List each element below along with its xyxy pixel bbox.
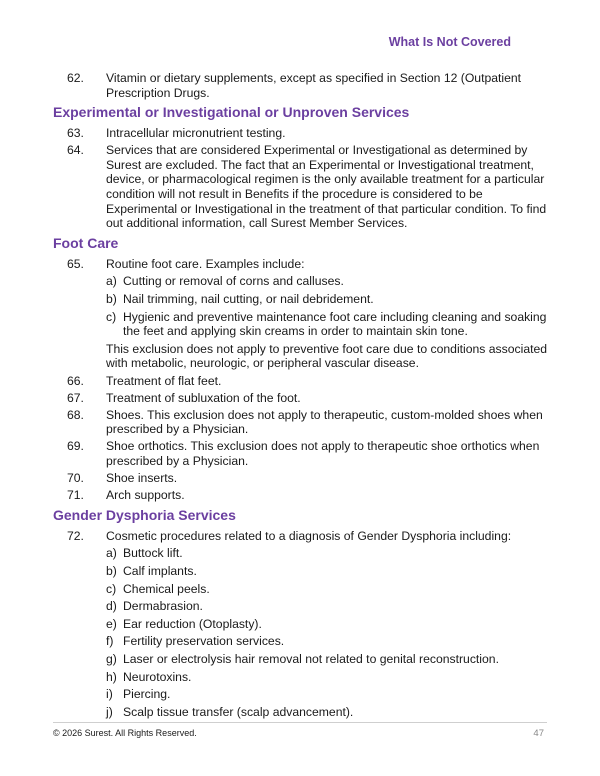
sub-item-letter: g) [106,651,117,666]
sub-list-item [106,599,548,614]
sub-item-letter: c) [106,581,117,596]
item-number: 66. [67,373,84,388]
item-number: 63. [67,126,84,141]
item-number: 70. [67,471,84,486]
list-item [53,439,548,468]
list-item [53,374,548,389]
list-item [53,471,548,486]
item-text: Treatment of subluxation of the foot. [106,390,301,405]
item-number: 62. [67,71,84,85]
list-item [53,71,548,100]
item-text: Routine foot care. Examples include: [106,256,305,271]
sub-item-letter: h) [106,669,117,684]
sub-item-text: Ear reduction (Otoplasty). [123,616,262,631]
item-number: 72. [67,528,84,543]
list-item [53,143,548,231]
sub-item-letter: d) [106,599,117,614]
sub-item-text: Dermabrasion. [123,599,203,614]
sub-item-letter: c) [106,309,117,324]
item-text: Treatment of flat feet. [106,373,222,388]
item-note: This exclusion does not apply to preventive foot care due to conditions associated with metabolic, neurologic, or peripheral vascular disease. [106,341,548,371]
item-text: Intracellular micronutrient testing. [106,126,286,141]
running-header: What Is Not Covered [388,35,511,49]
list-item [53,488,548,503]
sub-item-text: Calf implants. [123,563,197,578]
item-text: Cosmetic procedures related to a diagnosis of Gender Dysphoria including: [106,528,512,543]
sub-item-letter: b) [106,563,117,578]
sub-item-text: Piercing. [123,687,171,702]
list-item [53,408,548,437]
sub-list-item [106,582,548,597]
document-body [53,71,548,722]
sub-item-letter: a) [106,546,117,561]
list-item [53,391,548,406]
sub-list-item [106,687,548,702]
sub-list-item [106,617,548,632]
sub-item-letter: i) [106,687,113,702]
sub-item-text: Neurotoxins. [123,669,192,684]
item-number: 68. [67,407,84,422]
sub-item-text: Cutting or removal of corns and calluses. [123,274,344,289]
sub-item-letter: b) [106,292,117,307]
sub-item-text: Hygienic and preventive maintenance foot care including cleaning and soaking the feet and applying skin creams in order to maintain skin tone. [123,309,547,339]
item-text: Arch supports. [106,488,185,503]
sub-item-text: Buttock lift. [123,546,183,561]
sub-list-item [106,310,548,339]
sub-item-letter: e) [106,616,117,631]
sub-list-item [106,634,548,649]
list-item [53,126,548,141]
item-text: Shoe inserts. [106,471,178,486]
sub-item-text: Scalp tissue transfer (scalp advancement). [123,704,354,719]
item-number: 69. [67,439,84,454]
sub-list-item [106,670,548,685]
sub-list-item [106,564,548,579]
sub-item-text: Nail trimming, nail cutting, or nail debridement. [123,292,374,307]
page-number: 47 [533,728,544,739]
item-text: Shoes. This exclusion does not apply to therapeutic, custom-molded shoes when prescribed by a Physician. [106,407,543,437]
sub-item-text: Fertility preservation services. [123,634,285,649]
section-heading: Gender Dysphoria Services [53,506,236,523]
list-item [53,529,548,720]
item-text: Services that are considered Experimental or Investigational as determined by Surest are excluded. The fact that an Experimental or Investigational treatment, device, or pharmacological regimen is the only available treatment for a particular condition will not result in Benefits if the procedure is considered to be Experimental or Investigational in the treatment of that particular condition. To find out additional information, call Surest Member Services. [106,143,547,231]
sub-item-letter: f) [106,634,114,649]
sub-item-text: Chemical peels. [123,581,210,596]
item-number: 65. [67,256,84,271]
list-item [53,257,548,371]
section-heading: Experimental or Investigational or Unproven Services [53,104,410,121]
item-number: 67. [67,390,84,405]
sub-item-text: Laser or electrolysis hair removal not related to genital reconstruction. [123,651,499,666]
item-number: 64. [67,143,84,158]
sub-list-item [106,292,548,307]
sub-list-item [106,546,548,561]
sub-item-letter: a) [106,274,117,289]
sub-item-letter: j) [106,704,113,719]
copyright-text: © 2026 Surest. All Rights Reserved. [53,728,197,738]
item-text: Vitamin or dietary supplements, except as specified in Section 12 (Outpatient Prescription Drugs. [106,71,522,100]
item-number: 71. [67,488,84,503]
page-footer [53,722,547,738]
sub-list-item [106,652,548,667]
sub-list-item [106,705,548,720]
sub-list-item [106,274,548,289]
item-text: Shoe orthotics. This exclusion does not apply to therapeutic shoe orthotics when prescribed by a Physician. [106,439,540,468]
section-heading: Foot Care [53,234,119,251]
